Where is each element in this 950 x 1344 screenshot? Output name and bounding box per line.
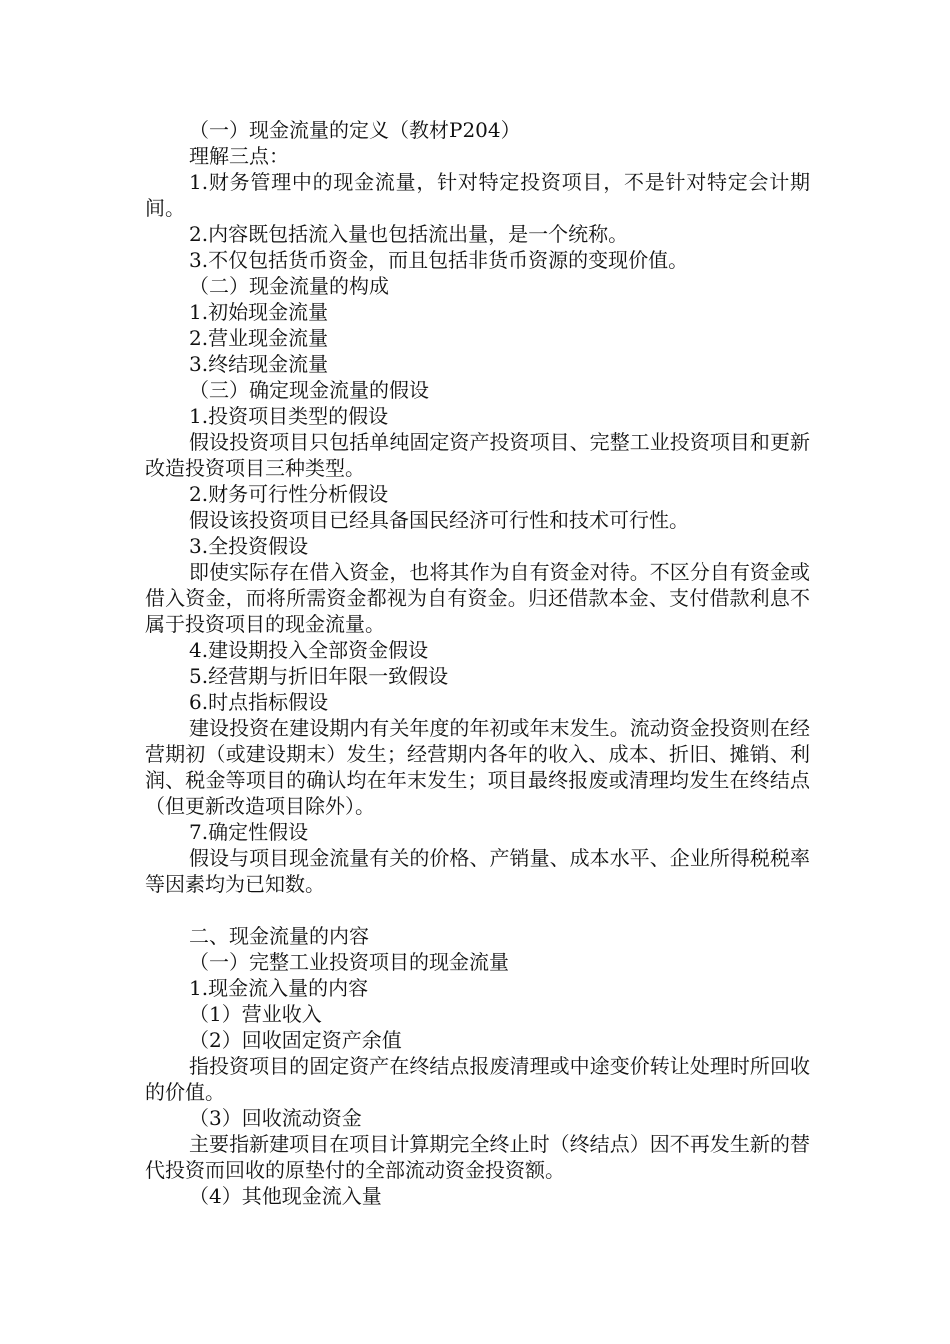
paragraph-inflow-content-title: 1.现金流入量的内容 [189, 976, 369, 1000]
paragraph-inflow-item-4: （4）其他现金流入量 [189, 1184, 382, 1208]
paragraph-assumption-1-title: 1.投资项目类型的假设 [189, 404, 389, 428]
paragraph-assumption-1-body: 假设投资项目只包括单纯固定资产投资项目、完整工业投资项目和更新改造投资项目三种类型。 [145, 430, 810, 480]
paragraph-industrial-project-heading: （一）完整工业投资项目的现金流量 [189, 950, 509, 974]
paragraph-assumption-3-body: 即使实际存在借入资金，也将其作为自有资金对待。不区分自有资金或借入资金，而将所需资金都视为自有资金。归还借款本金、支付借款利息不属于投资项目的现金流量。 [145, 560, 810, 636]
document-body [145, 117, 810, 1209]
paragraph-inflow-item-3-body: 主要指新建项目在项目计算期完全终止时（终结点）因不再发生新的替代投资而回收的原垫付的全部流动资金投资额。 [145, 1132, 810, 1182]
paragraph-spacer [145, 897, 810, 923]
paragraph-assumption-4-title: 4.建设期投入全部资金假设 [189, 638, 429, 662]
paragraph-point-3: 3.不仅包括货币资金，而且包括非货币资源的变现价值。 [189, 248, 689, 272]
paragraph-assumption-5-title: 5.经营期与折旧年限一致假设 [189, 664, 449, 688]
paragraph-point-1: 1.财务管理中的现金流量，针对特定投资项目，不是针对特定会计期间。 [145, 170, 810, 220]
paragraph-inflow-item-2-body: 指投资项目的固定资产在终结点报废清理或中途变价转让处理时所回收的价值。 [145, 1054, 810, 1104]
paragraph-assumption-7-title: 7.确定性假设 [189, 820, 309, 844]
paragraph-assumption-6-body: 建设投资在建设期内有关年度的年初或年末发生。流动资金投资则在经营期初（或建设期末）发生；经营期内各年的收入、成本、折旧、摊销、利润、税金等项目的确认均在年末发生；项目最终报废或清理均发生在终结点（但更新改造项目除外）。 [145, 716, 810, 818]
paragraph-inflow-item-1: （1）营业收入 [189, 1002, 322, 1026]
paragraph-assumption-3-title: 3.全投资假设 [189, 534, 309, 558]
paragraph-composition-heading: （二）现金流量的构成 [189, 274, 389, 298]
paragraph-assumption-7-body: 假设与项目现金流量有关的价格、产销量、成本水平、企业所得税税率等因素均为已知数。 [145, 846, 810, 896]
paragraph-three-points: 理解三点： [189, 144, 289, 168]
paragraph-operating-cash-flow: 2.营业现金流量 [189, 326, 329, 350]
paragraph-terminal-cash-flow: 3.终结现金流量 [189, 352, 329, 376]
paragraph-assumption-2-title: 2.财务可行性分析假设 [189, 482, 389, 506]
paragraph-inflow-item-3: （3）回收流动资金 [189, 1106, 362, 1130]
section-2-heading: 二、现金流量的内容 [189, 924, 369, 948]
paragraph-definition-heading: （一）现金流量的定义（教材P204） [189, 118, 521, 142]
paragraph-assumption-6-title: 6.时点指标假设 [189, 690, 329, 714]
paragraph-inflow-item-2: （2）回收固定资产余值 [189, 1028, 402, 1052]
paragraph-initial-cash-flow: 1.初始现金流量 [189, 300, 329, 324]
paragraph-assumption-2-body: 假设该投资项目已经具备国民经济可行性和技术可行性。 [189, 508, 689, 532]
paragraph-assumptions-heading: （三）确定现金流量的假设 [189, 378, 429, 402]
paragraph-point-2: 2.内容既包括流入量也包括流出量，是一个统称。 [189, 222, 629, 246]
